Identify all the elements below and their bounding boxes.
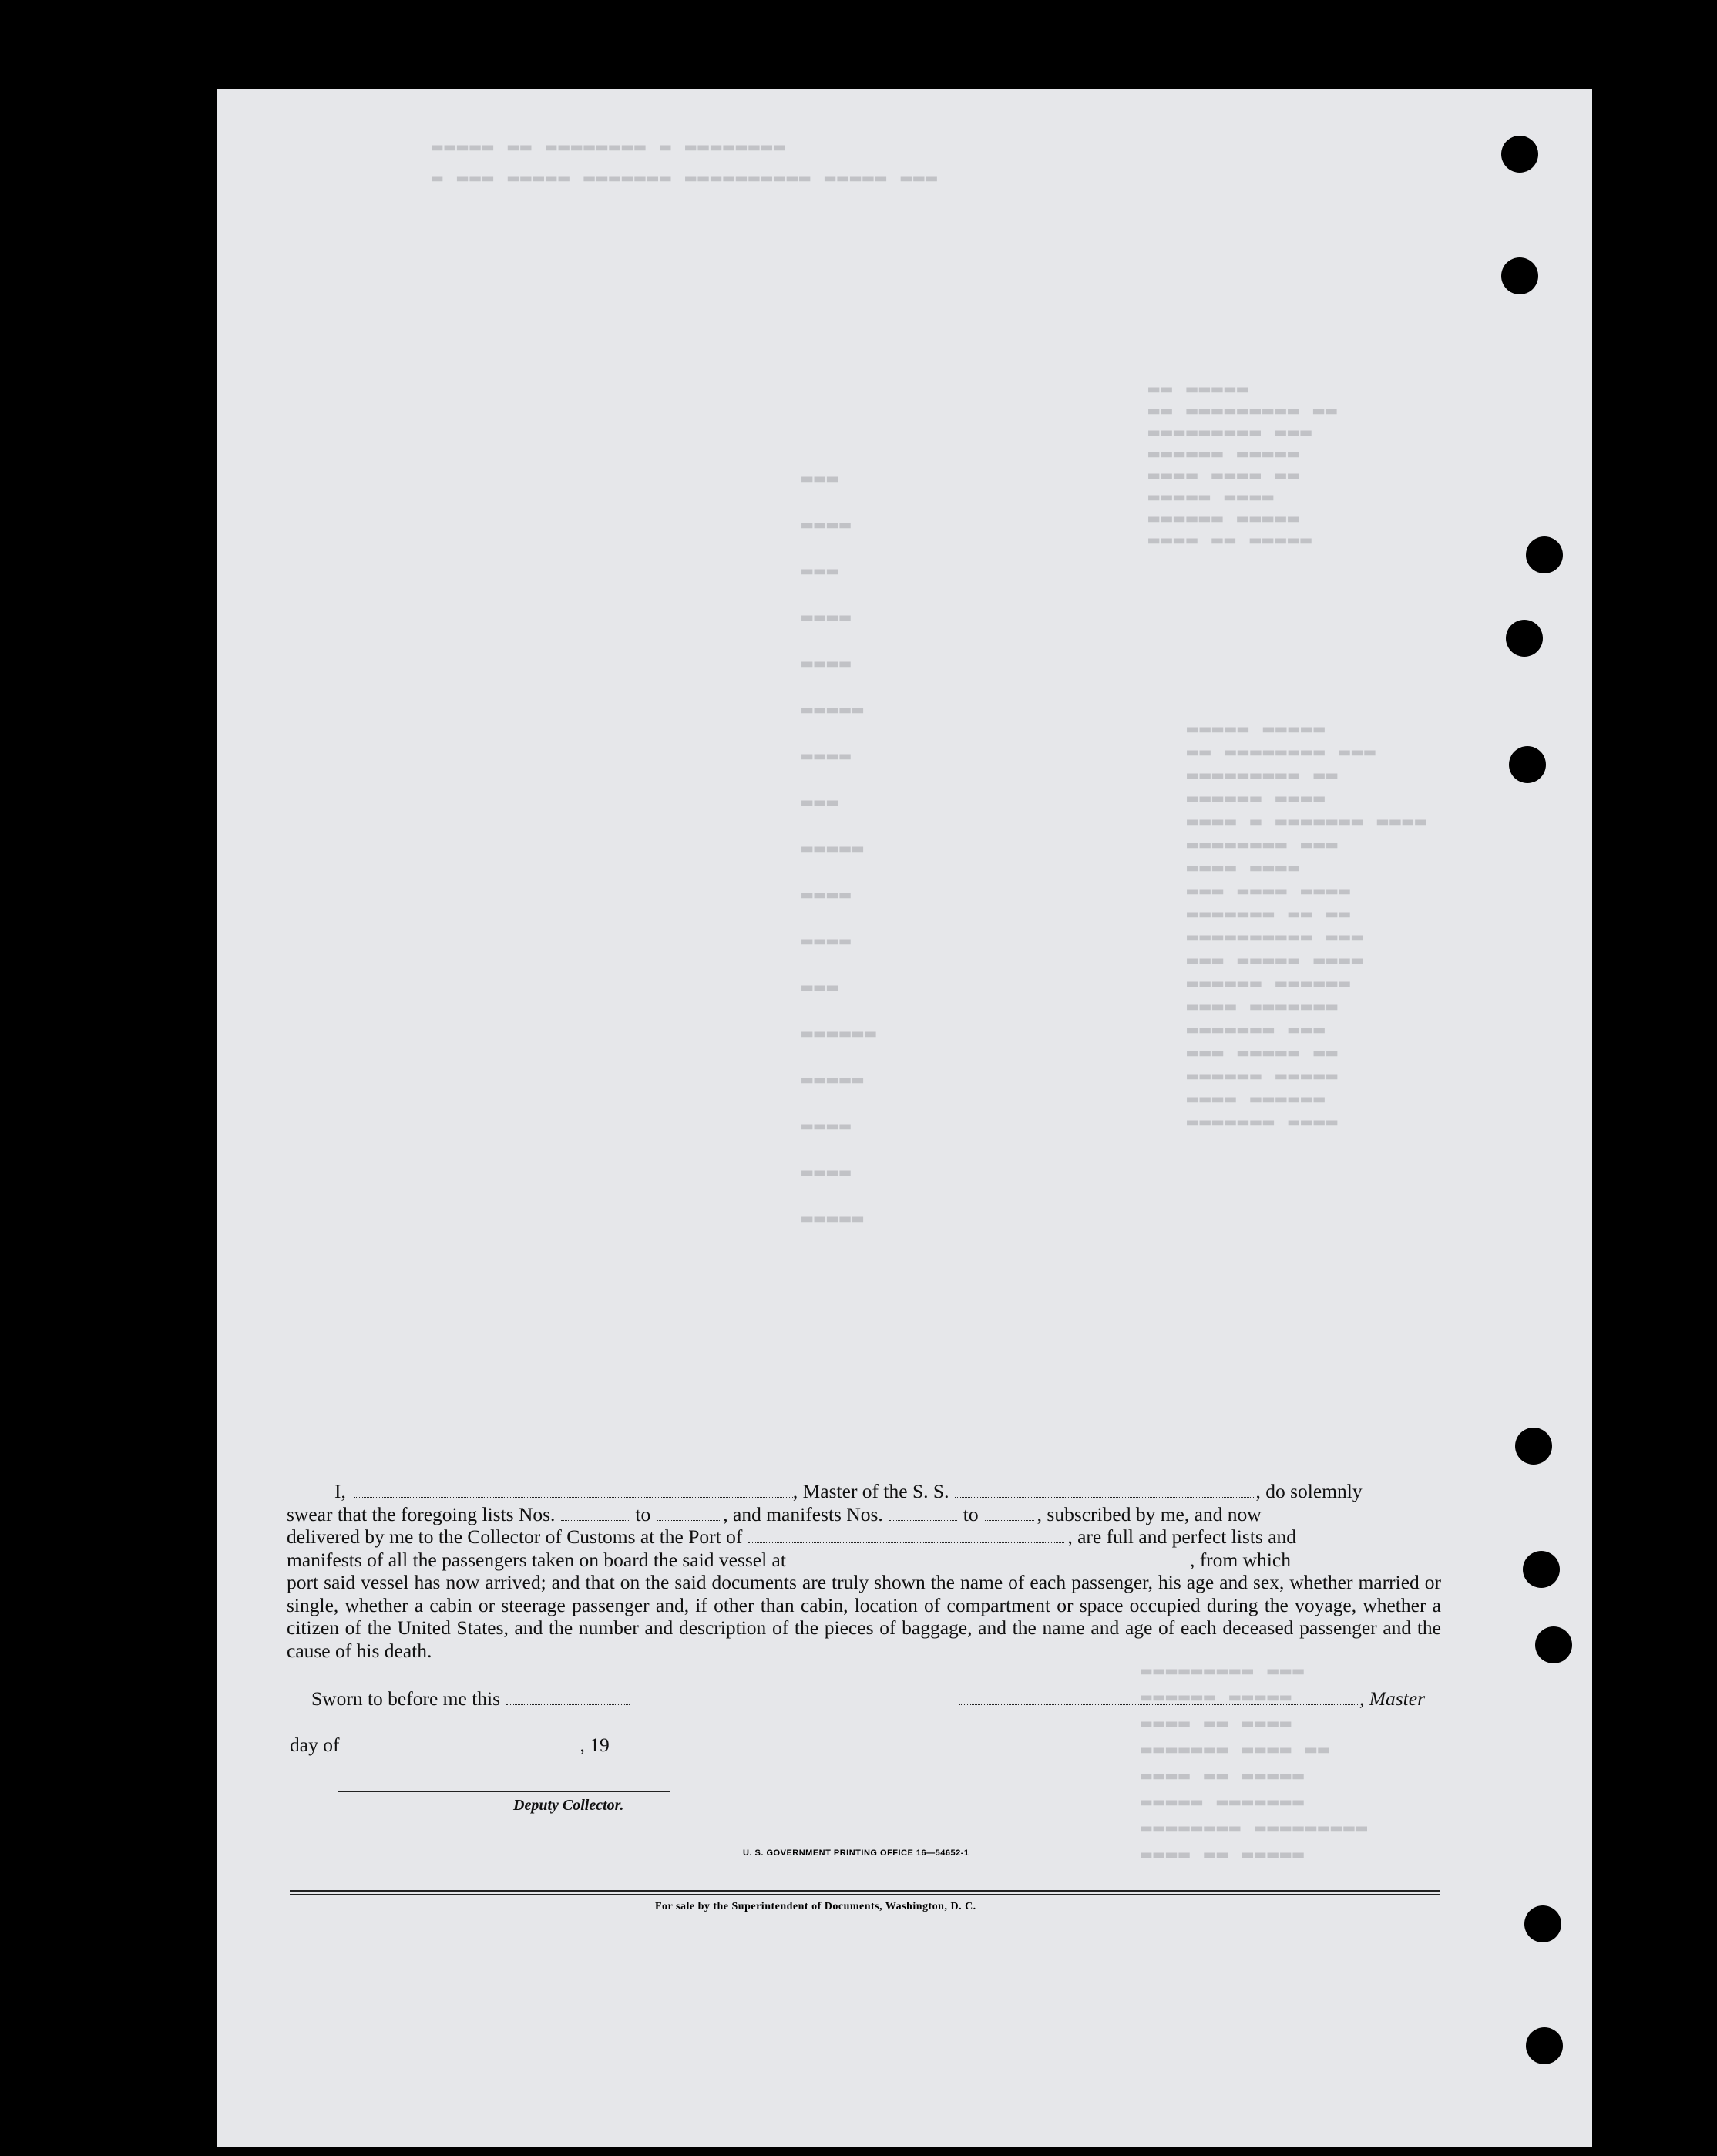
oath-manifests-taken: manifests of all the passengers taken on board the said vessel at — [287, 1548, 786, 1571]
punch-hole — [1509, 746, 1546, 783]
gpo-imprint: U. S. GOVERNMENT PRINTING OFFICE 16—54652-1 — [743, 1848, 969, 1858]
sworn-day-line — [506, 1690, 630, 1705]
show-through-text: ▬▬ ▬▬▬▬▬ ▬▬ ▬▬▬▬▬▬▬▬▬ ▬▬ ▬▬▬▬▬▬▬▬▬ ▬▬▬ ▬▬▬▬▬▬ ▬▬▬▬▬ ▬▬▬▬ ▬▬▬▬ ▬▬ ▬▬▬▬▬ ▬▬▬▬ ▬▬▬▬▬▬ ▬▬▬▬▬ ▬▬▬▬ ▬▬ ▬▬▬▬▬ — [1148, 378, 1339, 550]
month-line — [348, 1737, 580, 1751]
oath-to-2: to — [963, 1502, 979, 1525]
day-of-label: day of — [290, 1734, 340, 1756]
punch-hole — [1526, 536, 1563, 573]
oath-manifests: , and manifests Nos. — [723, 1502, 883, 1525]
day-of-line — [290, 1734, 657, 1757]
year-prefix: , 19 — [580, 1734, 610, 1756]
oath-full-perfect: , are full and perfect lists and — [1067, 1525, 1297, 1548]
oath-i: I, — [334, 1480, 346, 1502]
master-signature — [959, 1687, 1425, 1710]
punch-hole — [1526, 2027, 1563, 2064]
oath-to-1: to — [635, 1502, 651, 1525]
oath-subscribed: , subscribed by me, and now — [1037, 1502, 1262, 1525]
show-through-text: ▬▬▬ ▬▬▬▬ ▬▬▬ ▬▬▬▬ ▬▬▬▬ ▬▬▬▬▬ ▬▬▬▬ ▬▬▬ ▬▬▬▬▬ ▬▬▬▬ ▬▬▬▬ ▬▬▬ ▬▬▬▬▬▬ ▬▬▬▬▬ ▬▬▬▬ ▬▬▬▬ ▬▬▬▬▬ — [801, 467, 878, 1229]
manifests-from-line — [889, 1506, 957, 1521]
punch-hole — [1501, 257, 1538, 294]
master-name-line — [354, 1483, 793, 1498]
show-through-text: ▬▬▬▬▬▬▬▬▬ ▬▬▬ ▬▬▬▬▬▬ ▬▬▬▬▬ ▬▬▬▬ ▬▬ ▬▬▬▬ ▬▬▬▬▬▬▬ ▬▬▬▬ ▬▬ ▬▬▬▬ ▬▬ ▬▬▬▬▬ ▬▬▬▬▬ ▬▬▬▬▬▬▬ ▬▬▬▬▬▬▬▬ ▬▬▬▬▬▬▬▬▬ ▬▬▬▬ ▬▬ ▬▬▬▬▬ — [1141, 1660, 1369, 1865]
show-through-text: ▬▬▬▬▬ ▬▬▬▬▬ ▬▬ ▬▬▬▬▬▬▬▬ ▬▬▬ ▬▬▬▬▬▬▬▬▬ ▬▬ ▬▬▬▬▬▬ ▬▬▬▬ ▬▬▬▬ ▬ ▬▬▬▬▬▬▬ ▬▬▬▬ ▬▬▬▬▬▬▬▬ ▬▬▬ ▬▬▬▬ ▬▬▬▬ ▬▬▬ ▬▬▬▬ ▬▬▬▬ ▬▬▬▬▬▬▬ ▬▬ ▬▬ ▬▬▬▬▬▬▬▬▬▬ ▬▬▬ ▬▬▬ ▬▬▬▬▬ ▬▬▬▬ ▬▬▬▬▬▬ ▬▬▬▬▬▬ ▬▬▬▬ ▬▬▬▬▬▬▬ ▬▬▬▬▬▬▬ ▬▬▬ ▬▬▬ ▬▬▬▬▬ ▬▬ ▬▬▬▬▬▬ ▬▬▬▬▬ ▬▬▬▬ ▬▬▬▬▬▬ ▬▬▬▬▬▬▬ ▬▬▬▬ — [1187, 718, 1428, 1132]
punch-hole — [1515, 1428, 1552, 1465]
oath-do-solemnly: , do solemnly — [1255, 1480, 1363, 1502]
oath-swear-lists: swear that the foregoing lists Nos. — [287, 1502, 556, 1525]
punch-hole — [1506, 620, 1543, 657]
sale-notice: For sale by the Superintendent of Documents, Washington, D. C. — [655, 1901, 976, 1912]
punch-hole — [1501, 136, 1538, 173]
deputy-collector-label: Deputy Collector. — [513, 1797, 624, 1814]
port-line — [748, 1529, 1064, 1543]
oath-delivered: delivered by me to the Collector of Customs at the Port of — [287, 1525, 743, 1548]
master-signature-line — [959, 1690, 1359, 1705]
punch-hole — [1535, 1626, 1572, 1663]
year-line — [613, 1737, 657, 1751]
departure-port-line — [794, 1552, 1187, 1566]
oath-from-which: , from which — [1189, 1548, 1291, 1571]
manifests-to-line — [985, 1506, 1034, 1521]
lists-from-line — [561, 1506, 629, 1521]
oath-remainder: port said vessel has now arrived; and that on the said documents are truly shown the name of each passenger, his age and sex, whether married or single, whether a cabin or steerage passenger and, if other than cabin, location of compartment or space occupied during the voyage, whether a citizen of the United States, and the number and description of the pieces of baggage, and the name and age of each deceased passenger and the cause of his death. — [287, 1571, 1441, 1662]
sworn-label: Sworn to before me this — [311, 1687, 501, 1710]
show-through-text: ▬▬▬▬▬ ▬▬ ▬▬▬▬▬▬▬▬ ▬ ▬▬▬▬▬▬▬▬ ▬ ▬▬▬ ▬▬▬▬▬ ▬▬▬▬▬▬▬ ▬▬▬▬▬▬▬▬▬▬ ▬▬▬▬▬ ▬▬▬ — [432, 136, 939, 188]
oath-master-of-ss: , Master of the S. S. — [792, 1480, 949, 1502]
sworn-line — [311, 1687, 630, 1710]
master-oath-paragraph — [287, 1480, 1441, 1662]
footer-rule-thin — [290, 1894, 1440, 1895]
punch-hole — [1523, 1551, 1560, 1588]
lists-to-line — [657, 1506, 720, 1521]
ship-name-line — [955, 1483, 1255, 1498]
punch-hole — [1524, 1905, 1561, 1942]
master-label: , Master — [1359, 1687, 1425, 1710]
footer-rule — [290, 1890, 1440, 1892]
deputy-signature-line — [338, 1791, 670, 1792]
